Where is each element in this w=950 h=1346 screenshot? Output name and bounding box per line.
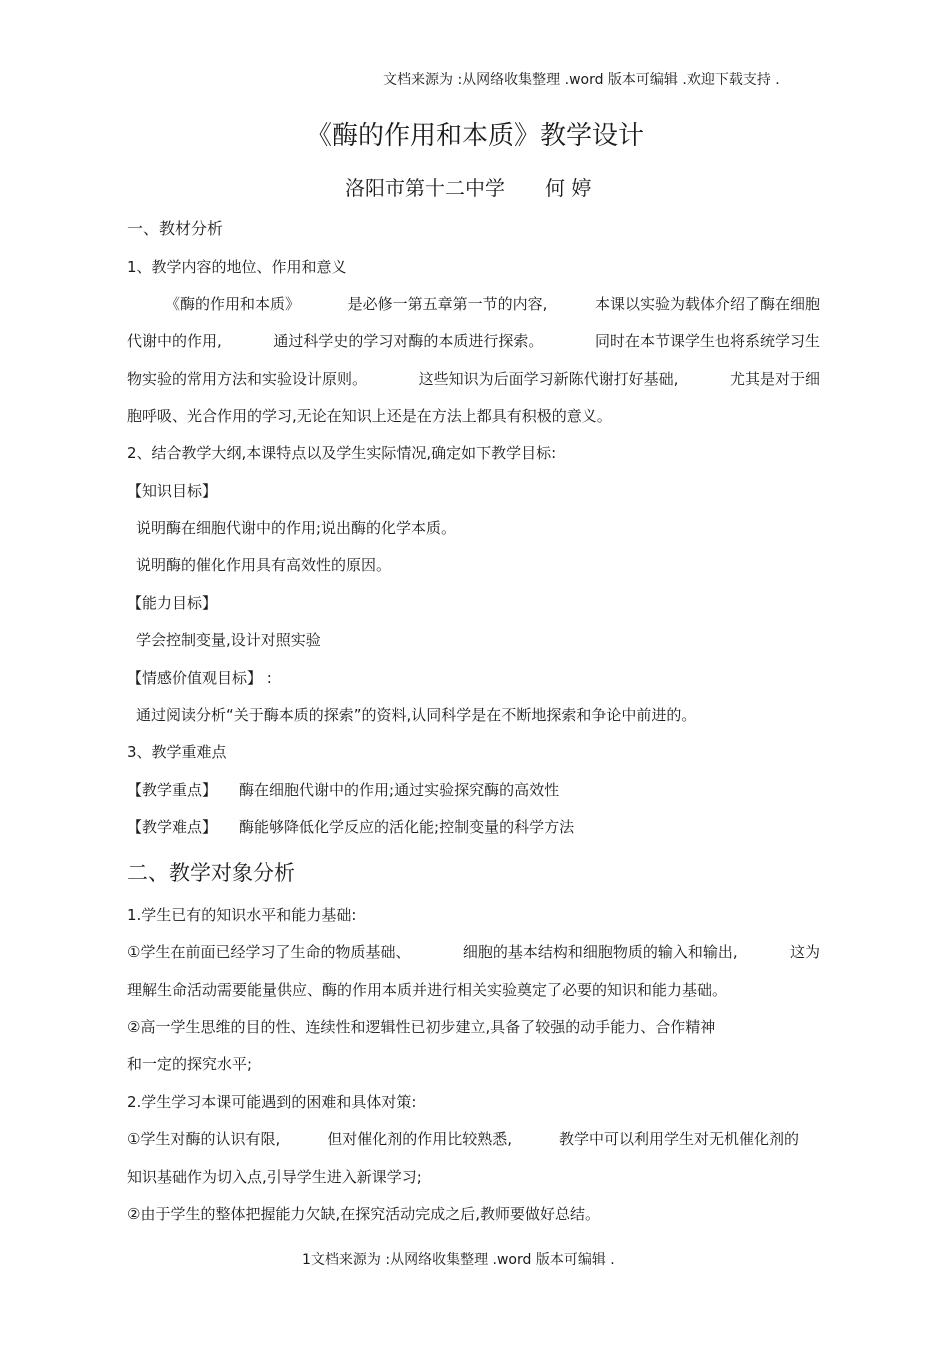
para1-line3: 物实验的常用方法和实验设计原则。 这些知识为后面学习新陈代谢打好基础, 尤其是对于细 bbox=[127, 370, 820, 388]
author-school: 洛阳市第十二中学 bbox=[345, 176, 505, 200]
section1-sub1: 1、教学内容的地位、作用和意义 bbox=[127, 258, 347, 276]
section1-sub3: 3、教学重难点 bbox=[127, 743, 227, 761]
key-point-line bbox=[127, 779, 559, 801]
knowledge-label: 【知识目标】 bbox=[127, 482, 218, 500]
para1-line1: 《酶的作用和本质》 是必修一第五章第一节的内容, 本课以实验为载体介绍了酶在细胞 bbox=[165, 295, 820, 313]
ability-label: 【能力目标】 bbox=[127, 594, 218, 612]
difficulty-text: 酶能够降低化学反应的活化能;控制变量的科学方法 bbox=[239, 818, 575, 836]
document-title: 《酶的作用和本质》教学设计 bbox=[305, 121, 644, 151]
emotion-item: 通过阅读分析“关于酶本质的探索”的资料,认同科学是在不断地探索和争论中前进的。 bbox=[136, 706, 697, 724]
s2-para3-line1: ①学生对酶的认识有限, 但对催化剂的作用比较熟悉, 教学中可以利用学生对无机催化剂的 bbox=[127, 1130, 799, 1148]
author-name: 何 婷 bbox=[545, 176, 592, 200]
s2-para2-line2: 和一定的探究水平; bbox=[127, 1055, 253, 1073]
section2-heading: 二、教学对象分析 bbox=[127, 861, 295, 885]
knowledge-item-2: 说明酶的催化作用具有高效性的原因。 bbox=[136, 556, 392, 574]
s2-para4: ②由于学生的整体把握能力欠缺,在探究活动完成之后,教师要做好总结。 bbox=[127, 1205, 600, 1223]
para1-line4: 胞呼吸、光合作用的学习,无论在知识上还是在方法上都具有积极的意义。 bbox=[127, 407, 612, 425]
s2-para2-line1: ②高一学生思维的目的性、连续性和逻辑性已初步建立,具备了较强的动手能力、合作精神 bbox=[127, 1018, 716, 1036]
knowledge-item-1: 说明酶在细胞代谢中的作用;说出酶的化学本质。 bbox=[136, 519, 457, 537]
emotion-label: 【情感价值观目标】 : bbox=[127, 669, 272, 687]
difficulty-label: 【教学难点】 bbox=[127, 818, 218, 836]
difficulty-line bbox=[127, 816, 574, 838]
s2-para1-line2: 理解生命活动需要能量供应、酶的作用本质并进行相关实验奠定了必要的知识和能力基础。 bbox=[127, 981, 728, 999]
key-point-label: 【教学重点】 bbox=[127, 781, 218, 799]
para1-line2: 代谢中的作用, 通过科学史的学习对酶的本质进行探索。 同时在本节课学生也将系统学习生 bbox=[127, 332, 820, 350]
page-footer: 1文档来源为 :从网络收集整理 .word 版本可编辑 . bbox=[302, 1252, 615, 1268]
section2-sub1: 1.学生已有的知识水平和能力基础: bbox=[127, 906, 357, 924]
section1-heading: 一、教材分析 bbox=[127, 219, 224, 238]
ability-item: 学会控制变量,设计对照实验 bbox=[136, 631, 321, 649]
section2-sub2: 2.学生学习本课可能遇到的困难和具体对策: bbox=[127, 1093, 417, 1111]
s2-para3-line2: 知识基础作为切入点,引导学生进入新课学习; bbox=[127, 1168, 422, 1186]
s2-para1-line1: ①学生在前面已经学习了生命的物质基础、 细胞的基本结构和细胞物质的输入和输出, 这为 bbox=[127, 943, 820, 961]
section1-sub2: 2、结合教学大纲,本课特点以及学生实际情况,确定如下教学目标: bbox=[127, 444, 557, 462]
key-point-text: 酶在细胞代谢中的作用;通过实验探究酶的高效性 bbox=[239, 781, 560, 799]
page-header: 文档来源为 :从网络收集整理 .word 版本可编辑 .欢迎下载支持 . bbox=[383, 72, 780, 88]
author-line bbox=[345, 174, 591, 202]
